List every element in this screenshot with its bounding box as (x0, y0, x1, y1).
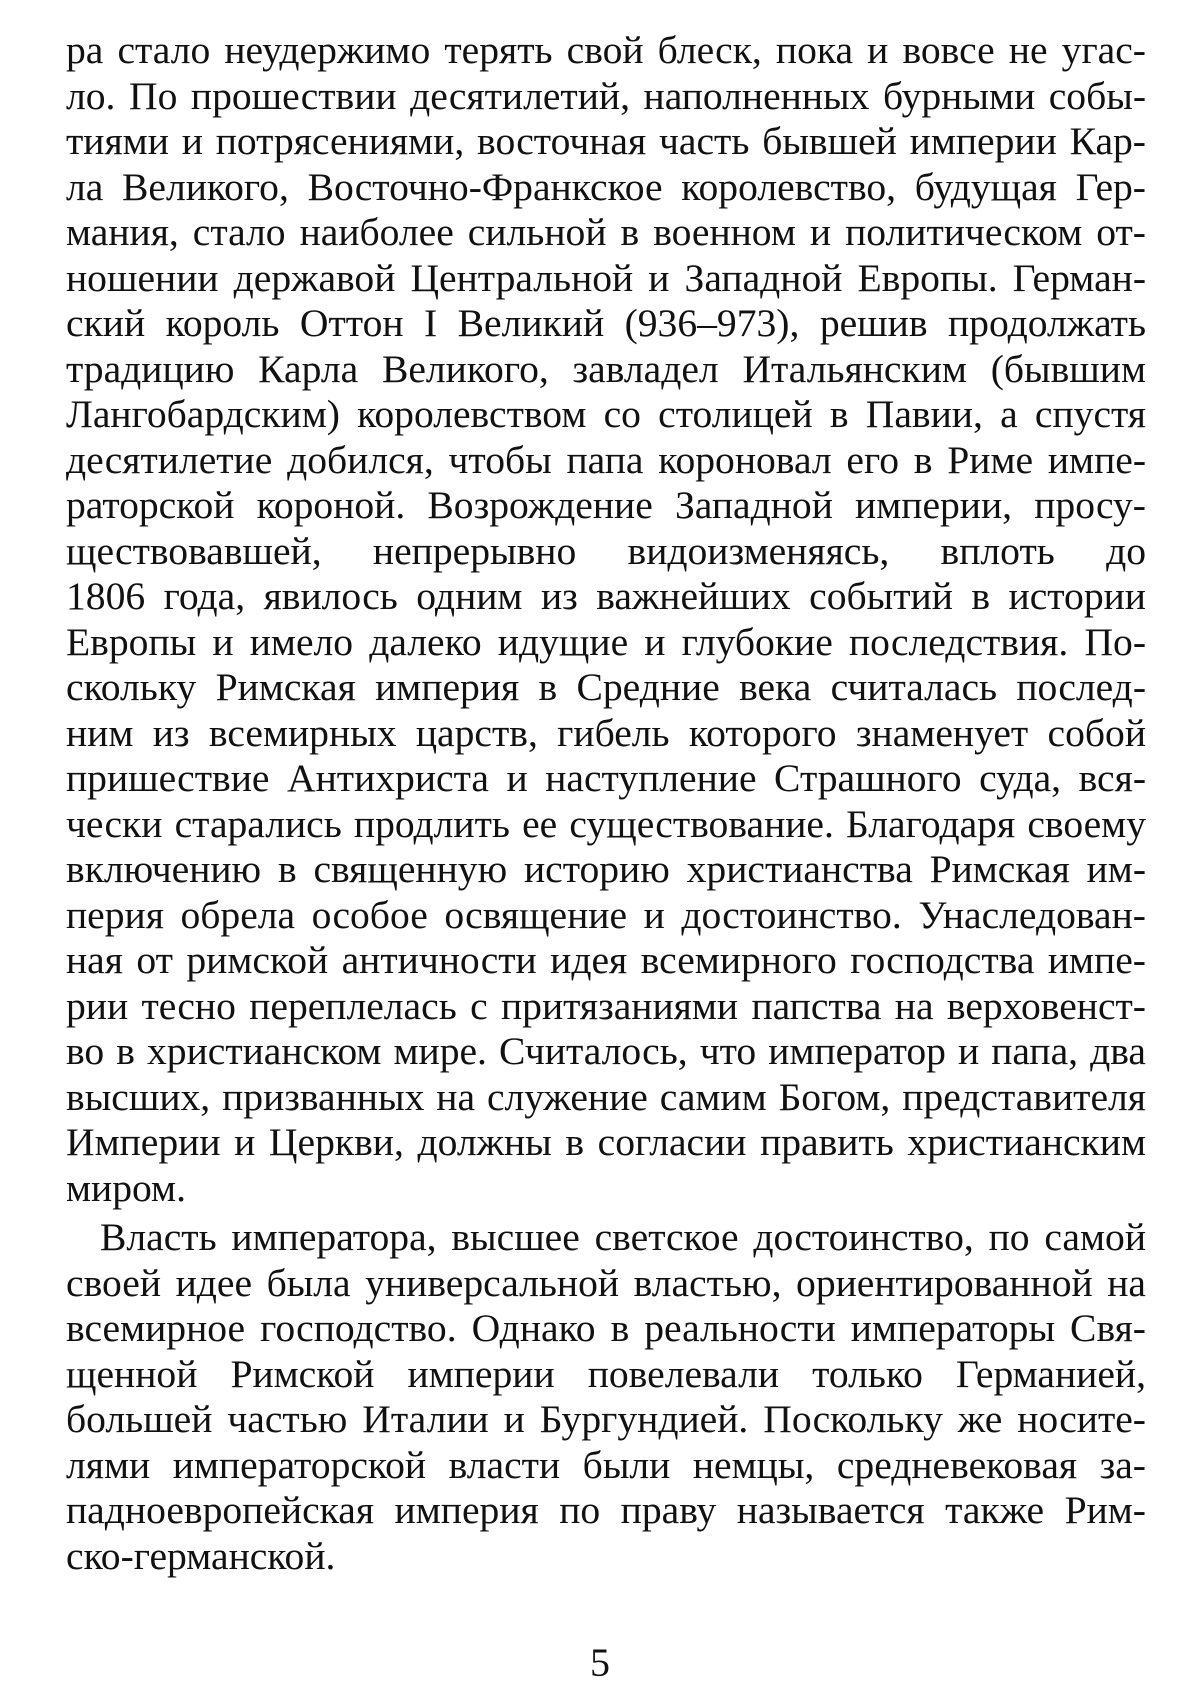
text-line: Европы и имело далеко идущие и глубокие последствия. По- (66, 619, 1146, 664)
paragraph-1 (66, 28, 1146, 1211)
text-line: мания, стало наиболее сильной в военном и политическом от- (66, 210, 1146, 254)
text-line: ский король Оттон I Великий (936–973), решив продолжать (66, 301, 1146, 345)
text-line: ношении державой Центральной и Западной Европы. Герман- (66, 255, 1146, 300)
text-line: Империи и Церкви, должны в согласии править христианским (66, 1120, 1146, 1164)
text-line: падноевропейская империя по праву называется также Рим- (66, 1488, 1146, 1532)
text-line: ществовавшей, непрерывно видоизменяясь, вплоть до (66, 528, 1146, 573)
text-line: щенной Римской империи повелевали только Германией, (66, 1351, 1146, 1396)
text-line: включению в священную историю христианства Римская им- (66, 847, 1146, 891)
text-line: ним из всемирных царств, гибель которого знаменует собой (66, 710, 1146, 755)
text-line: перия обрела особое освящение и достоинство. Унаследован- (66, 892, 1146, 937)
page-number: 5 (590, 1640, 610, 1685)
text-line: во в христианском мире. Считалось, что император и папа, два (66, 1029, 1146, 1073)
text-line: традицию Карла Великого, завладел Итальянским (бывшим (66, 346, 1146, 391)
text-line: ная от римской античности идея всемирного господства импе- (66, 938, 1146, 982)
text-line: раторской короной. Возрождение Западной империи, просу- (66, 483, 1146, 527)
text-line: большей частью Италии и Бургундией. Поскольку же носите- (66, 1397, 1146, 1441)
text-line: ла Великого, Восточно-Франкское королевство, будущая Гер- (66, 164, 1146, 209)
text-line: рии тесно переплелась с притязаниями папства на верховенст- (66, 983, 1146, 1028)
page-body (66, 28, 1146, 1579)
text-line: чески старались продлить ее существование. Благодаря своему (66, 801, 1146, 846)
text-line: миром. (66, 1165, 186, 1210)
text-line: Лангобардским) королевством со столицей в Павии, а спустя (66, 392, 1146, 436)
text-line: ра стало неудержимо терять свой блеск, пока и вовсе не угас- (66, 28, 1146, 72)
text-line: лями императорской власти были немцы, средневековая за- (66, 1442, 1146, 1487)
text-line: ско-германской. (66, 1533, 336, 1578)
text-line: пришествие Антихриста и наступление Страшного суда, вся- (66, 756, 1146, 800)
text-line: Власть императора, высшее светское достоинство, по самой (100, 1215, 1146, 1259)
text-line: десятилетие добился, чтобы папа короновал его в Риме импе- (66, 437, 1146, 482)
text-line: ло. По прошествии десятилетий, наполненных бурными собы- (66, 73, 1146, 118)
text-line: высших, призванных на служение самим Богом, представителя (66, 1074, 1146, 1119)
text-line: тиями и потрясениями, восточная часть бывшей империи Кар- (66, 119, 1146, 163)
text-line: скольку Римская империя в Средние века считалась послед- (66, 665, 1146, 709)
text-line: 1806 года, явилось одним из важнейших событий в истории (66, 574, 1146, 618)
paragraph-2 (66, 1215, 1146, 1579)
text-line: своей идее была универсальной властью, ориентированной на (66, 1260, 1146, 1305)
text-line: всемирное господство. Однако в реальности императоры Свя- (66, 1306, 1146, 1350)
